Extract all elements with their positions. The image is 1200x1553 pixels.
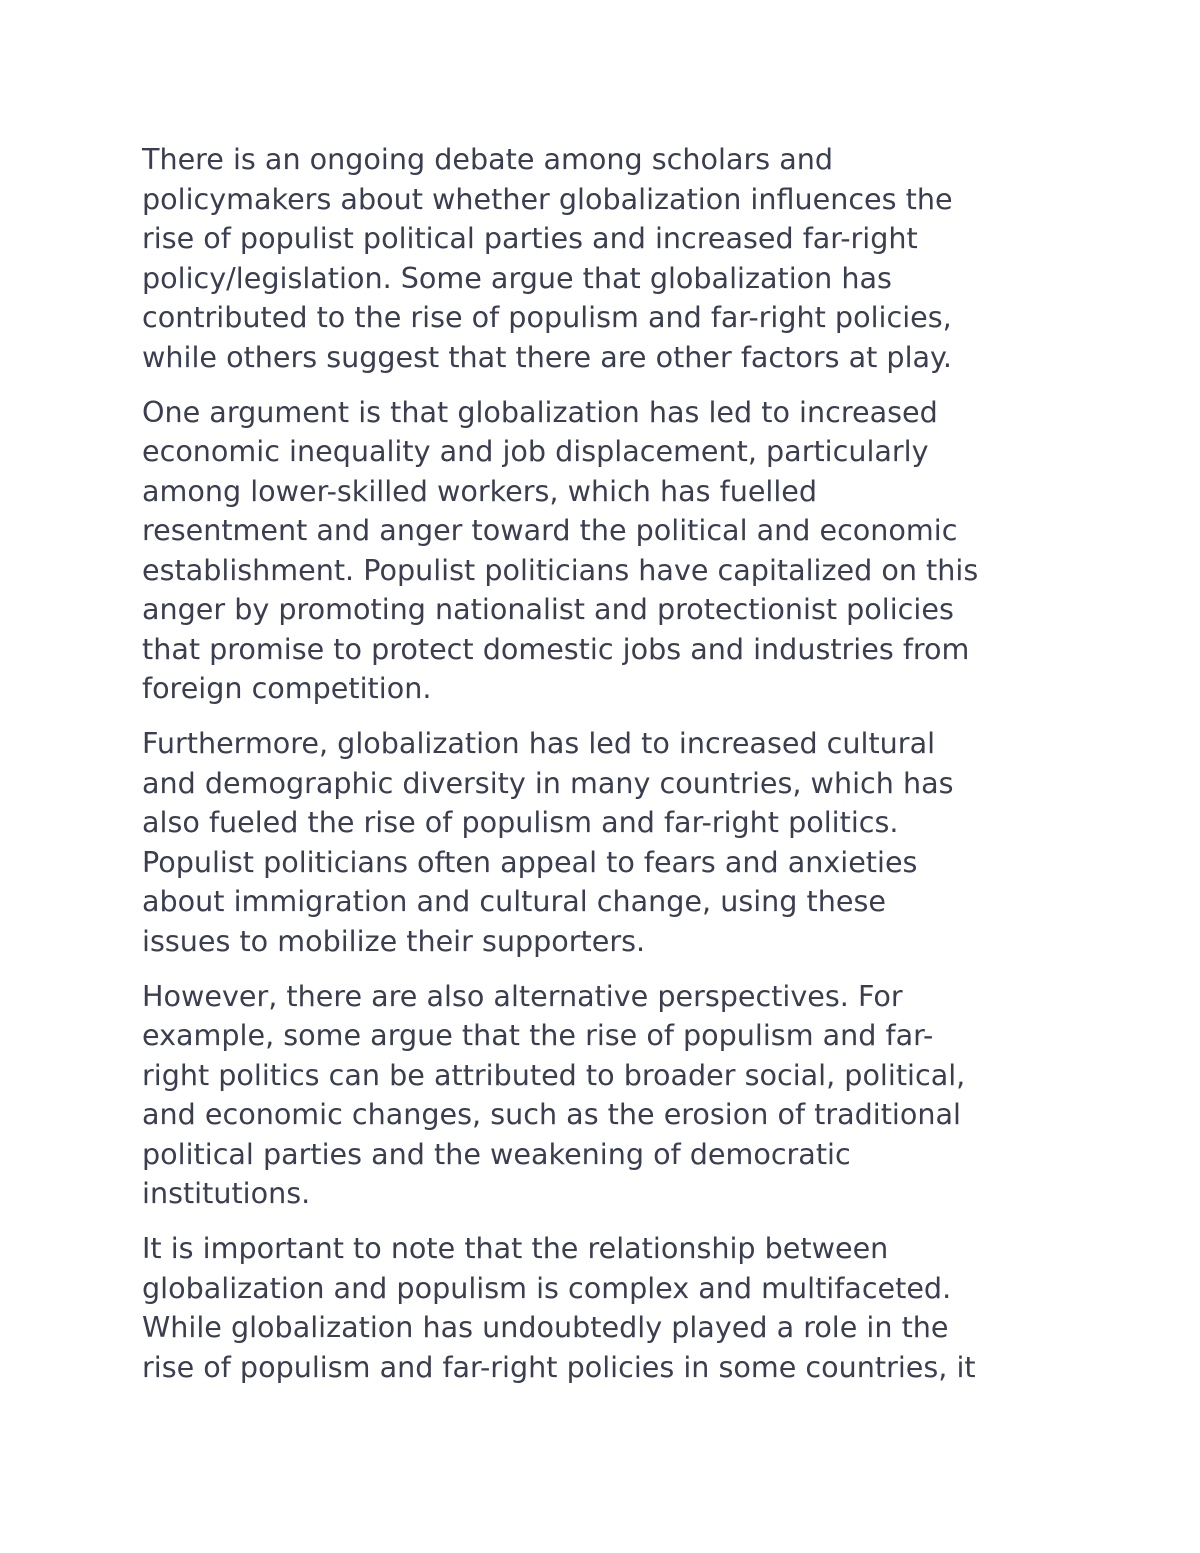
text-line: rise of populism and far-right policies in some countries, it bbox=[142, 1349, 976, 1384]
text-line: and economic changes, such as the erosion of traditional bbox=[142, 1097, 961, 1131]
text-line: foreign competition. bbox=[142, 671, 432, 705]
text-line: about immigration and cultural change, using these bbox=[142, 884, 886, 918]
text-line: while others suggest that there are other factors at play. bbox=[142, 339, 952, 374]
text-line: example, some argue that the rise of populism and far- bbox=[142, 1018, 934, 1052]
paragraph-4 bbox=[142, 977, 1072, 1214]
text-line: Populist politicians often appeal to fears and anxieties bbox=[142, 844, 918, 879]
text-line: There is an ongoing debate among scholars and bbox=[142, 142, 833, 176]
text-line: political parties and the weakening of democratic bbox=[142, 1136, 851, 1171]
text-line: One argument is that globalization has led to increased bbox=[142, 394, 938, 429]
text-line: also fueled the rise of populism and far-right politics. bbox=[142, 805, 899, 839]
text-line: rise of populist political parties and increased far-right bbox=[142, 221, 918, 255]
paragraph-5 bbox=[142, 1229, 1072, 1387]
paragraph-3 bbox=[142, 724, 1072, 961]
text-line: issues to mobilize their supporters. bbox=[142, 923, 646, 958]
text-line: While globalization has undoubtedly played a role in the bbox=[142, 1310, 949, 1344]
text-line: economic inequality and job displacement, particularly bbox=[142, 434, 929, 468]
text-line: institutions. bbox=[142, 1176, 311, 1210]
text-line: resentment and anger toward the political and economic bbox=[142, 513, 958, 547]
text-line: right politics can be attributed to broader social, political, bbox=[142, 1057, 966, 1092]
text-line: establishment. Populist politicians have capitalized on this bbox=[142, 552, 979, 587]
text-line: It is important to note that the relationship between bbox=[142, 1231, 889, 1265]
text-line: and demographic diversity in many countries, which has bbox=[142, 765, 954, 800]
text-line: globalization and populism is complex and multifaceted. bbox=[142, 1270, 952, 1305]
document-body bbox=[142, 140, 1072, 1403]
text-line: that promise to protect domestic jobs and industries from bbox=[142, 631, 970, 666]
text-line: policymakers about whether globalization influences the bbox=[142, 181, 953, 216]
text-line: contributed to the rise of populism and far-right policies, bbox=[142, 300, 952, 334]
text-line: among lower-skilled workers, which has fuelled bbox=[142, 473, 818, 508]
paragraph-1 bbox=[142, 140, 1072, 377]
paragraph-2 bbox=[142, 393, 1072, 709]
text-line: policy/legislation. Some argue that globalization has bbox=[142, 260, 892, 295]
text-line: Furthermore, globalization has led to increased cultural bbox=[142, 726, 936, 760]
text-line: anger by promoting nationalist and protectionist policies bbox=[142, 592, 954, 626]
text-line: However, there are also alternative perspectives. For bbox=[142, 978, 903, 1013]
